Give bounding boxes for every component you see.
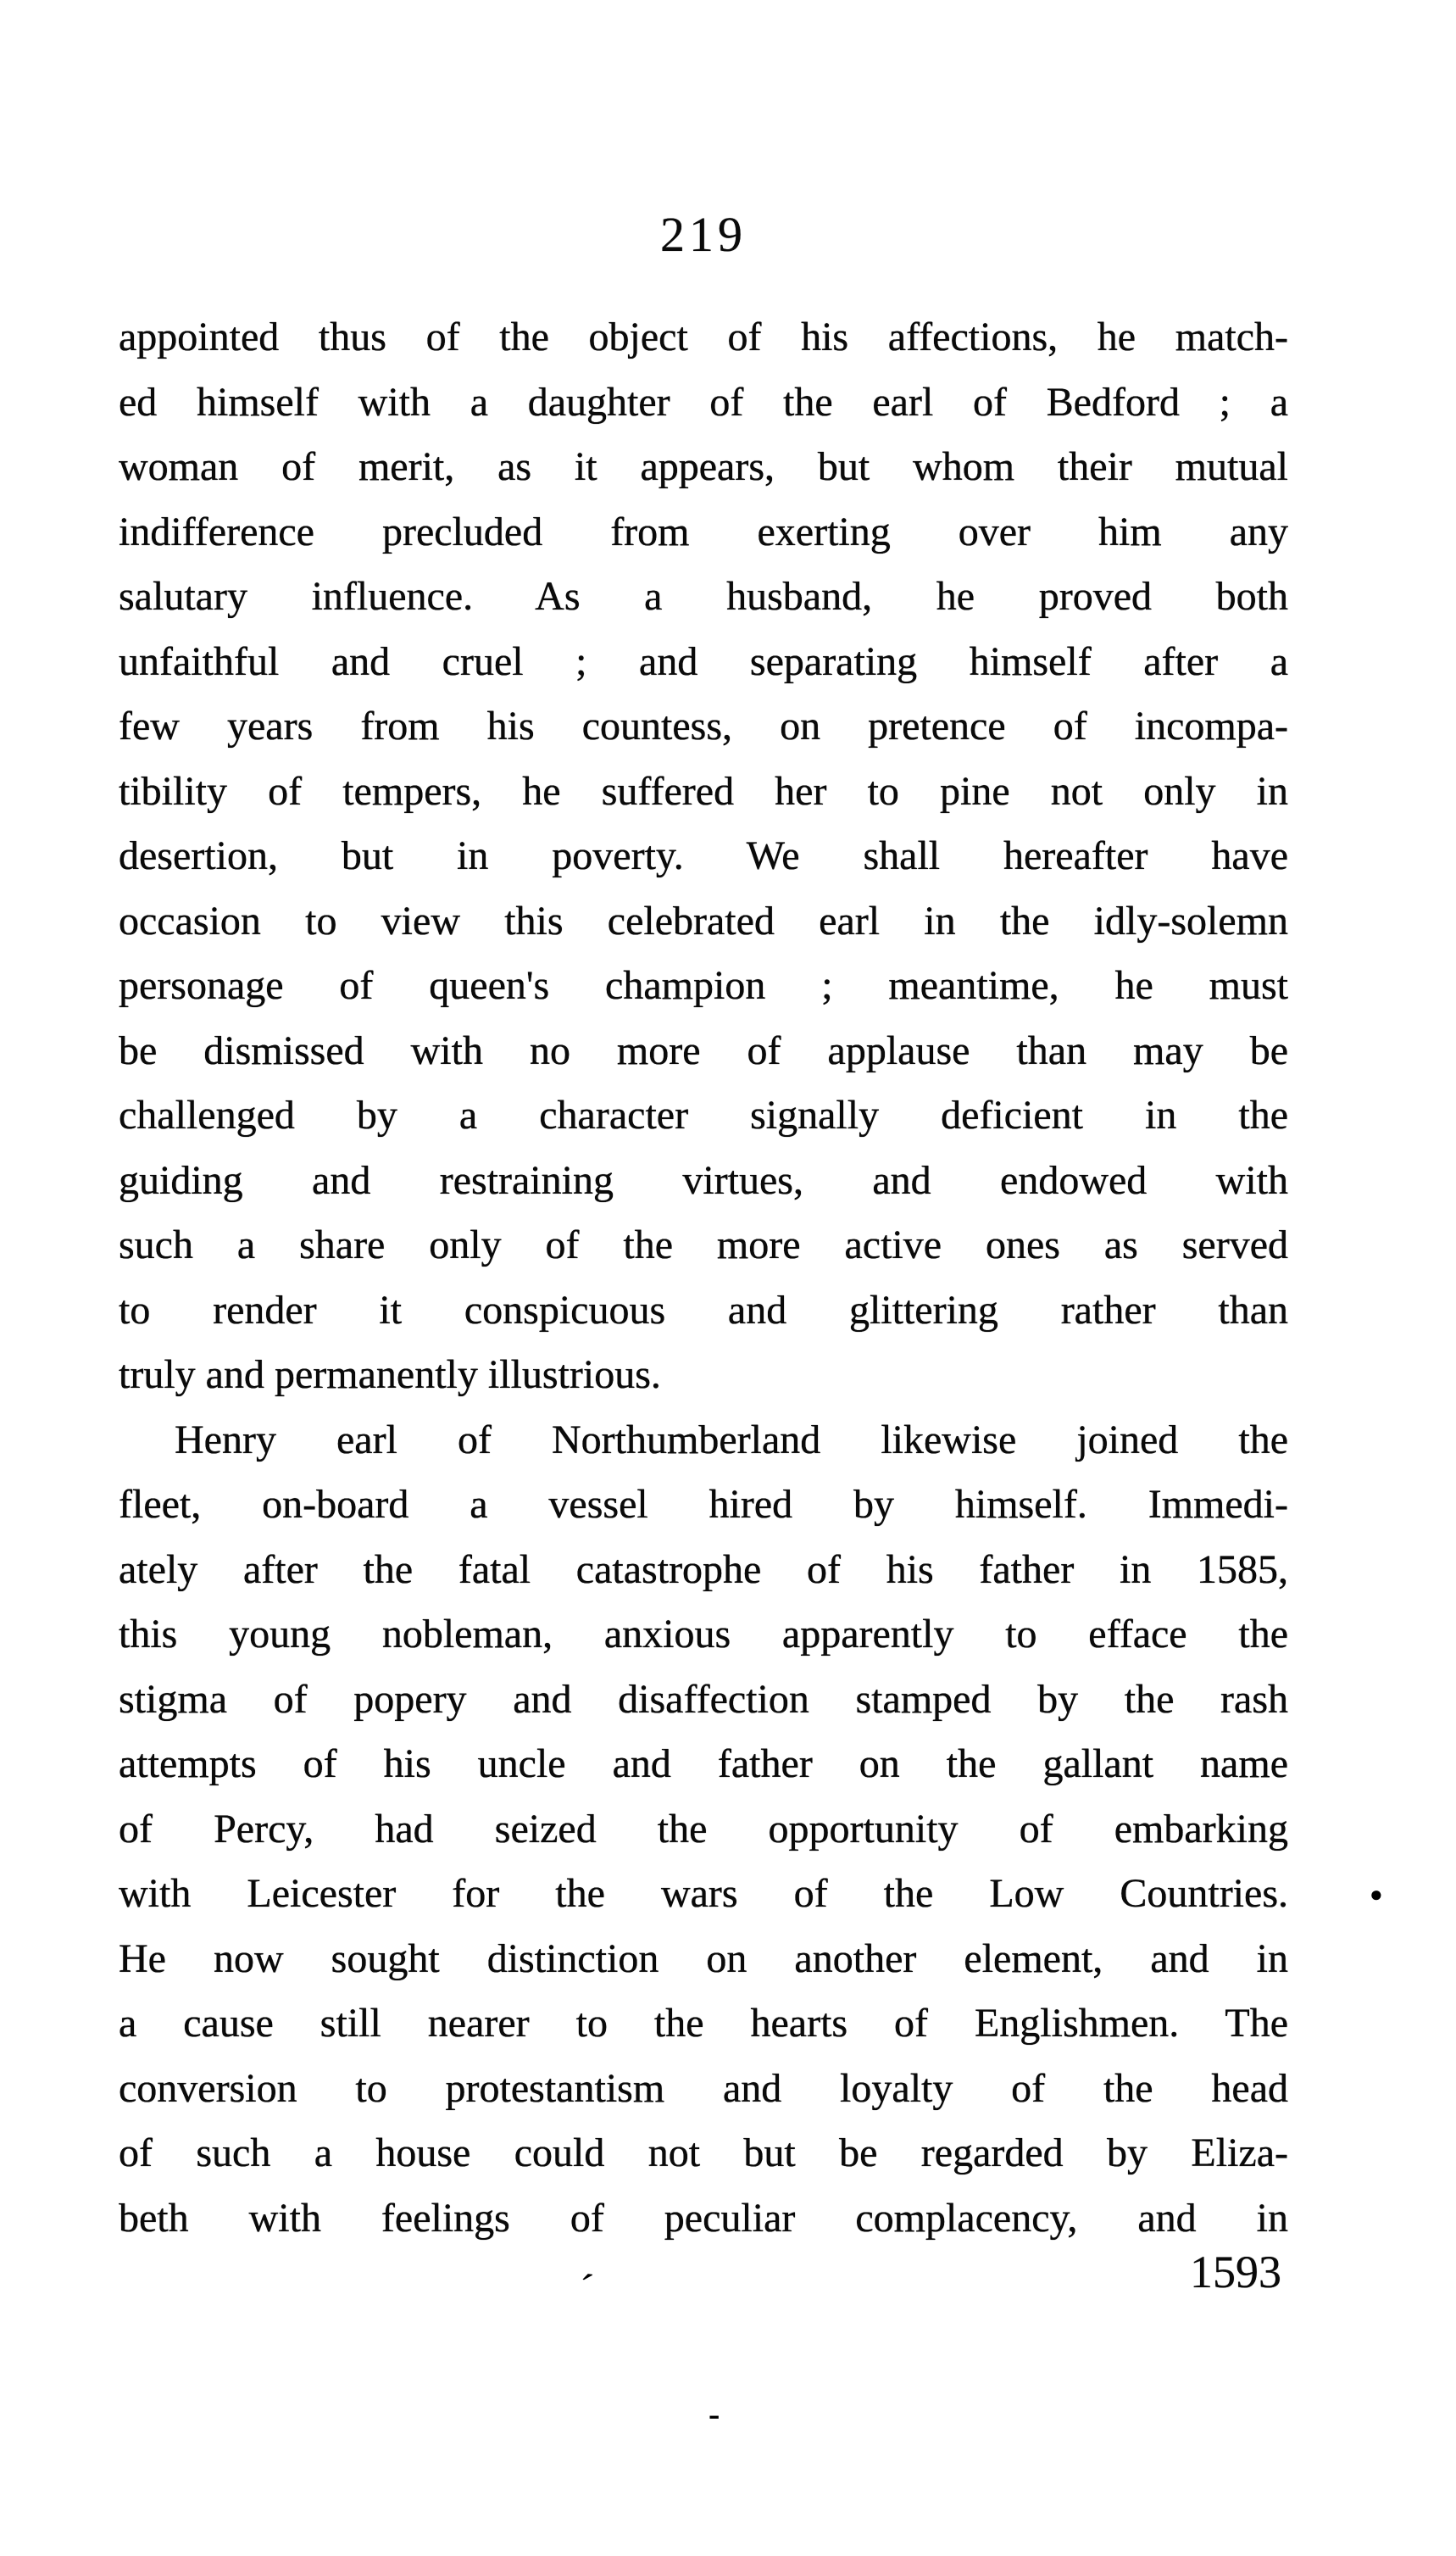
text-line: salutary influence. As a husband, he proved both xyxy=(119,574,1288,619)
text-line: this young nobleman, anxious apparently to efface the xyxy=(119,1612,1288,1657)
text-line: conversion to protestantism and loyalty of the head xyxy=(119,2065,1288,2111)
text-line: beth with feelings of peculiar complacency, and in xyxy=(119,2195,1288,2241)
text-line: tibility of tempers, he suffered her to pine not only in xyxy=(119,768,1288,814)
text-line: attempts of his uncle and father on the gallant name xyxy=(119,1741,1288,1786)
text-line: challenged by a character signally deficient in the xyxy=(119,1093,1288,1138)
text-line: woman of merit, as it appears, but whom their mutual xyxy=(119,444,1288,489)
text-line: ately after the fatal catastrophe of his father in 1585, xyxy=(119,1546,1288,1592)
text-line: appointed thus of the object of his affections, he match- xyxy=(119,315,1288,359)
text-line: of Percy, had seized the opportunity of embarking xyxy=(119,1806,1288,1852)
text-line: ed himself with a daughter of the earl of Bedford ; a xyxy=(119,379,1288,425)
text-line: of such a house could not but be regarded by Eliza- xyxy=(119,2130,1288,2175)
footer-year: 1593 xyxy=(1190,2247,1281,2297)
text-line: fleet, on-board a vessel hired by himself. Immedi- xyxy=(119,1482,1288,1527)
text-line: guiding and restraining virtues, and endowed with xyxy=(119,1157,1288,1203)
text-line: be dismissed with no more of applause than may be xyxy=(119,1027,1288,1073)
text-line: few years from his countess, on pretence of incompa- xyxy=(119,704,1288,749)
page-number: 219 xyxy=(660,207,747,262)
ink-dot-mark: ● xyxy=(1370,1882,1383,1907)
body-text xyxy=(119,305,1288,2251)
text-line: to render it conspicuous and glittering rather than xyxy=(119,1287,1288,1333)
text-line: stigma of popery and disaffection stamped by the rash xyxy=(119,1676,1288,1722)
text-line: with Leicester for the wars of the Low Countries. xyxy=(119,1871,1288,1916)
text-line: occasion to view this celebrated earl in the idly-solemn xyxy=(119,898,1288,944)
text-line: such a share only of the more active ones as served xyxy=(119,1222,1288,1267)
text-line: personage of queen's champion ; meantime, he must xyxy=(119,963,1288,1008)
text-line: unfaithful and cruel ; and separating himself after a xyxy=(119,638,1288,684)
text-line: indifference precluded from exerting over him any xyxy=(119,509,1288,554)
text-line: truly and permanently illustrious. xyxy=(119,1352,661,1397)
ink-dash-mark: - xyxy=(709,2395,720,2433)
text-line: a cause still nearer to the hearts of Englishmen. The xyxy=(119,2001,1288,2046)
ink-accent-mark: ´ xyxy=(575,2265,597,2315)
text-line: Henry earl of Northumberland likewise joined the xyxy=(175,1417,1288,1462)
text-line: He now sought distinction on another element, and in xyxy=(119,1935,1288,1981)
text-line: desertion, but in poverty. We shall hereafter have xyxy=(119,833,1288,878)
